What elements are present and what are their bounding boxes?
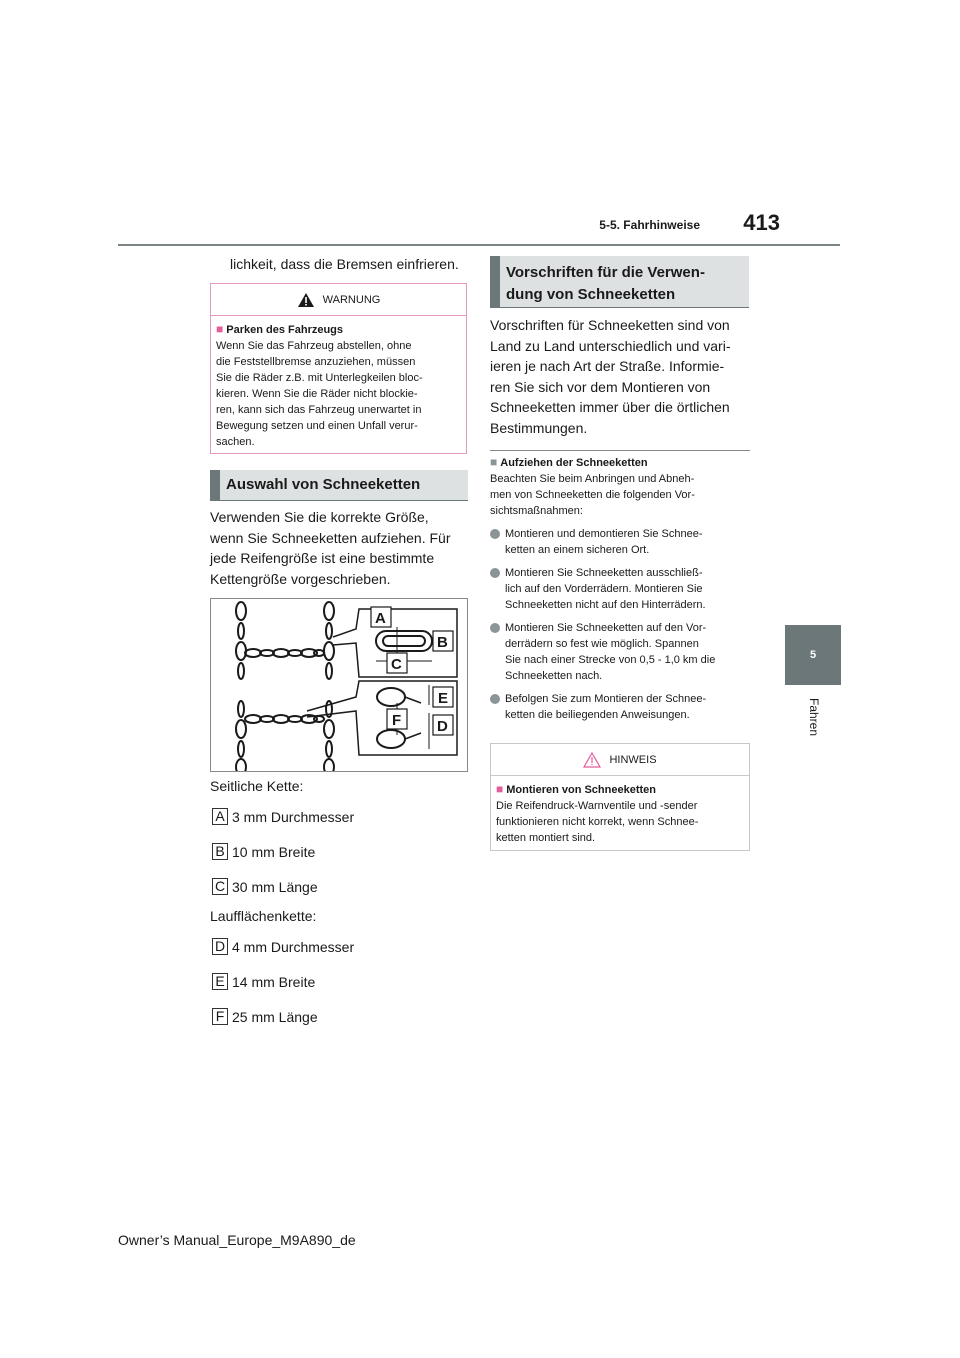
bullet-item	[490, 691, 752, 723]
note-subtitle	[496, 781, 744, 798]
tread-chain-item-e	[212, 973, 315, 990]
letter-box: E	[212, 973, 228, 990]
paragraph-line: ren Sie sich vor dem Montieren von	[490, 378, 711, 395]
bullet-line: Befolgen Sie zum Montieren der Schnee-	[505, 693, 707, 705]
heading-line: Vorschriften für die Verwen-	[506, 264, 705, 281]
note-line: Die Reifendruck-Warnventile und -sender	[496, 800, 698, 812]
warning-header	[211, 284, 466, 316]
paragraph-line: Verwenden Sie die korrekte Größe,	[210, 509, 429, 525]
section-label: 5-5. Fahrhinweise	[599, 218, 700, 232]
side-chain-label: Seitliche Kette:	[210, 778, 304, 794]
item-text: 14 mm Breite	[232, 973, 316, 990]
chapter-title-text: Fahren	[807, 697, 821, 737]
warning-body	[211, 316, 466, 450]
side-chain-item-b	[212, 843, 315, 860]
warning-line: Sie die Räder z.B. mit Unterlegkeilen bloc-	[216, 372, 423, 384]
bullet-line: Sie nach einer Strecke von 0,5 - 1,0 km die	[505, 654, 716, 666]
item-text: 10 mm Breite	[232, 843, 316, 860]
paragraph-vorschriften	[490, 315, 752, 438]
square-bullet-icon: ■	[490, 455, 498, 469]
footer-text: Owner’s Manual_Europe_M9A890_de	[118, 1232, 356, 1248]
bullet-dot-icon	[490, 623, 500, 633]
bullet-line: ketten an einem sicheren Ort.	[505, 544, 650, 556]
warning-line: kieren. Wenn Sie die Räder nicht blockie-	[216, 388, 418, 400]
note-header	[491, 744, 749, 776]
paragraph-line: Schneeketten immer über die örtlichen	[490, 399, 730, 415]
bullet-line: lich auf den Vorderrädern. Montieren Sie	[505, 583, 703, 595]
warning-box	[210, 283, 467, 454]
tread-chain-item-d	[212, 938, 354, 955]
note-line: ketten montiert sind.	[496, 832, 596, 844]
letter-box: A	[212, 808, 228, 825]
paragraph-line: Kettengröße vorgeschrieben.	[210, 570, 391, 587]
bullet-line: Montieren Sie Schneeketten ausschließ-	[505, 567, 703, 579]
letter-box: C	[212, 878, 228, 895]
note-body	[491, 776, 749, 846]
heading-auswahl: Auswahl von Schneeketten	[210, 470, 468, 501]
header-rule	[118, 244, 840, 246]
square-bullet-icon: ■	[216, 322, 224, 336]
tread-chain-item-f	[212, 1008, 318, 1025]
heading-line: dung von Schneeketten	[506, 286, 676, 303]
item-text: 3 mm Durchmesser	[232, 808, 355, 825]
figure-label: F	[392, 712, 402, 729]
bullet-line: Montieren Sie Schneeketten auf den Vor-	[505, 622, 707, 634]
warning-title: WARNUNG	[322, 293, 381, 306]
figure-label: C	[391, 656, 402, 673]
figure-label: B	[437, 634, 448, 651]
caution-triangle-icon	[583, 752, 601, 768]
chapter-title	[800, 690, 826, 750]
letter-box: D	[212, 938, 228, 955]
heading-vorschriften	[490, 256, 749, 308]
paragraph-line: Land zu Land unterschiedlich und vari-	[490, 337, 731, 354]
warning-line: sachen.	[216, 436, 255, 448]
square-bullet-icon: ■	[496, 782, 504, 796]
warning-line: Bewegung setzen und einen Unfall verur-	[216, 420, 418, 432]
fitting-section	[490, 454, 752, 723]
side-chain-item-c	[212, 878, 318, 895]
item-text: 30 mm Länge	[232, 878, 318, 895]
chapter-number: 5	[809, 649, 817, 661]
bullet-line: Schneeketten nicht auf den Hinterrädern.	[505, 599, 706, 611]
bullet-dot-icon	[490, 529, 500, 539]
figure-label: D	[437, 718, 448, 735]
fitting-title-text: Aufziehen der Schneeketten	[500, 457, 648, 469]
tread-chain-label: Laufflächenkette:	[210, 908, 317, 924]
bullet-line: Schneeketten nach.	[505, 670, 603, 682]
lead-text: lichkeit, dass die Bremsen einfrieren.	[230, 256, 459, 272]
figure-label: E	[438, 690, 449, 707]
paragraph-line: jede Reifengröße ist eine bestimmte	[210, 550, 435, 566]
paragraph-auswahl	[210, 507, 470, 589]
paragraph-line: Vorschriften für Schneeketten sind von	[490, 317, 730, 333]
bullet-line: derrädern so fest wie möglich. Spannen	[505, 638, 699, 650]
bullet-line: Montieren und demontieren Sie Schnee-	[505, 528, 703, 540]
warning-line: Wenn Sie das Fahrzeug abstellen, ohne	[216, 340, 412, 352]
warning-line: ren, kann sich das Fahrzeug unerwartet in	[216, 404, 422, 416]
bullet-item	[490, 526, 752, 558]
fitting-intro-line: Beachten Sie beim Anbringen und Abneh-	[490, 473, 695, 485]
note-subtitle-text: Montieren von Schneeketten	[506, 784, 657, 796]
item-text: 4 mm Durchmesser	[232, 938, 355, 955]
paragraph-line: ieren je nach Art der Straße. Informie-	[490, 358, 725, 374]
note-line: funktionieren nicht korrekt, wenn Schnee-	[496, 816, 699, 828]
warning-subtitle-text: Parken des Fahrzeugs	[226, 324, 344, 336]
warning-line: die Feststellbremse anzuziehen, müssen	[216, 356, 416, 368]
bullet-dot-icon	[490, 694, 500, 704]
fitting-intro-line: sichtsmaßnahmen:	[490, 505, 583, 517]
chapter-tab[interactable]	[785, 625, 841, 685]
bullet-dot-icon	[490, 568, 500, 578]
item-text: 25 mm Länge	[232, 1008, 318, 1025]
snow-chain-illustration	[211, 599, 467, 771]
letter-box: F	[212, 1008, 228, 1025]
warning-triangle-icon	[297, 292, 315, 308]
note-box	[490, 743, 750, 851]
fitting-title	[490, 454, 752, 471]
figure-label: A	[375, 610, 386, 627]
bullet-item	[490, 620, 752, 684]
page-number: 413	[743, 210, 780, 235]
letter-box: B	[212, 843, 228, 860]
paragraph-line: wenn Sie Schneeketten aufziehen. Für	[210, 529, 451, 546]
warning-subtitle	[216, 321, 461, 338]
snow-chain-figure	[210, 598, 468, 772]
section-divider	[490, 450, 750, 451]
paragraph-line: Bestimmungen.	[490, 419, 588, 436]
bullet-item	[490, 565, 752, 613]
fitting-intro-line: men von Schneeketten die folgenden Vor-	[490, 489, 695, 501]
note-title: HINWEIS	[609, 753, 657, 766]
side-chain-item-a	[212, 808, 354, 825]
bullet-line: ketten die beiliegenden Anweisungen.	[505, 709, 690, 721]
